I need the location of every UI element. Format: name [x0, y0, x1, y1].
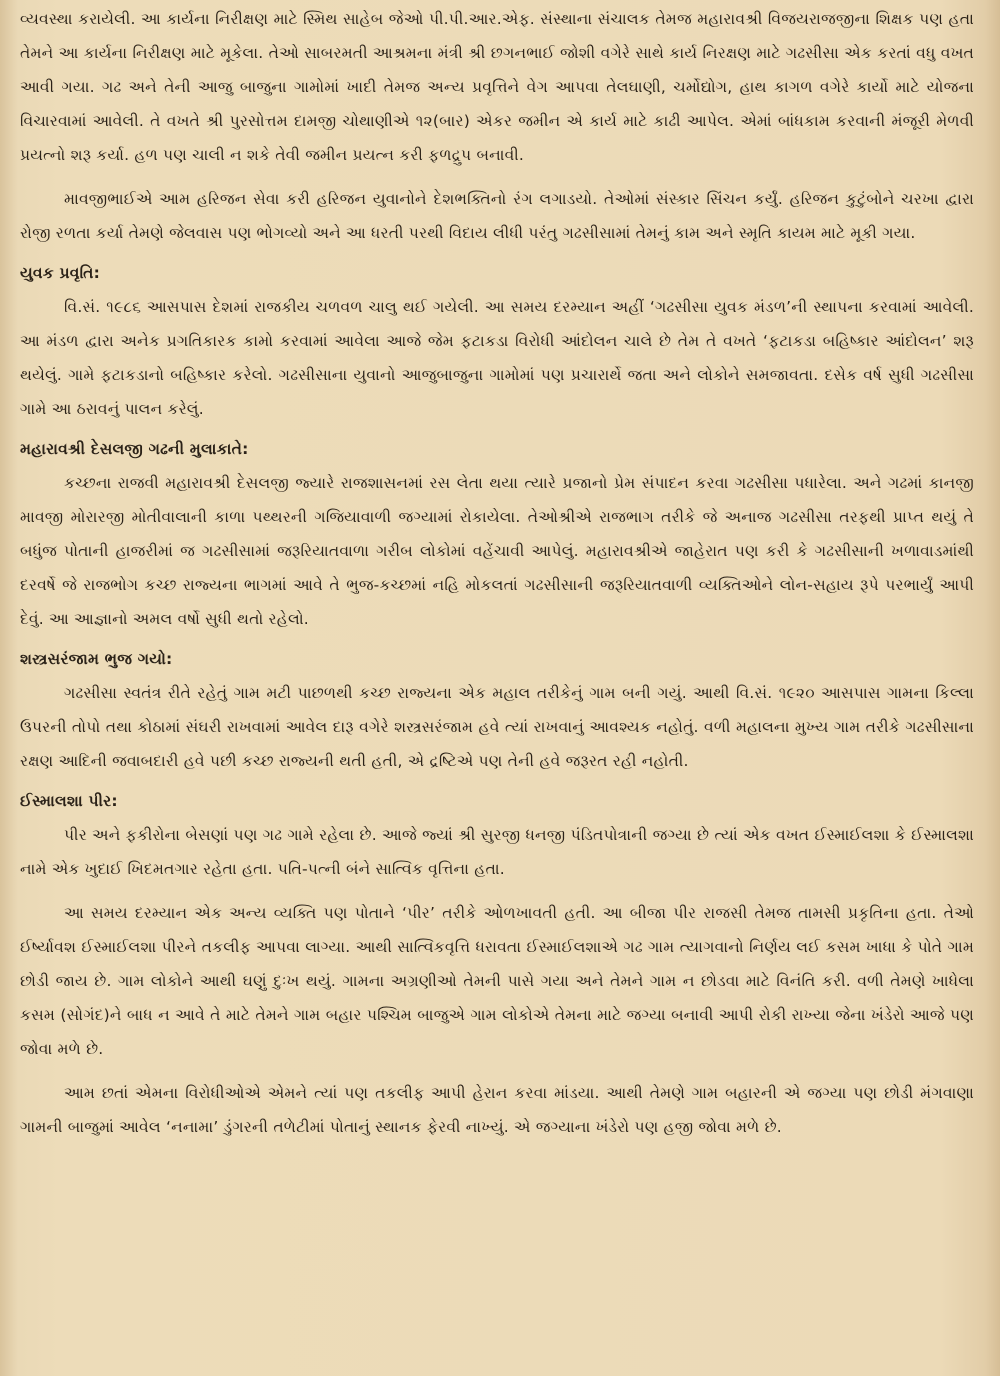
paragraph-mavjibhai: માવજીભાઈએ આમ હરિજન સેવા કરી હરિજન યુવાનોને દેશભક્તિનો રંગ લગાડયો. તેઓમાં સંસ્કાર સિંચન કર્યું. હરિજન કુટુંબોને ચરખા દ્વારા રોજી રળતા કર્યા તેમણે જેલવાસ પણ ભોગવ્યો અને આ ધરતી પરથી વિદાય લીધી પરંતુ ગઢસીસામાં તેમનું કામ અને સ્મૃતિ કાયમ માટે મૂકી ગયા.: [20, 190, 974, 242]
section-heading-armaments: શસ્ત્રસરંજામ ભુજ ગયો:: [20, 650, 173, 668]
paragraph-armaments: ગઢસીસા સ્વતંત્ર રીતે રહેતું ગામ મટી પાછળથી કચ્છ રાજ્યના એક મહાલ તરીકેનું ગામ બની ગયું. આથી વિ.સં. ૧૯૨૦ આસપાસ ગામના કિલ્લા ઉપરની તોપો તથા કોઠામાં સંઘરી રાખવામાં આવેલ દારૂ વગેરે શસ્ત્રસરંજામ હવે ત્યાં રાખવાનું આવશ્યક નહોતું. વળી મહાલના મુખ્ય ગામ તરીકે ગઢસીસાના રક્ષણ આદિની જવાબદારી હવે પછી કચ્છ રાજ્યની થતી હતી, એ દ્રષ્ટિએ પણ તેની હવે જરૂરત રહી નહોતી.: [20, 684, 974, 770]
section-heading-ismalsha-pir: ઈસ્માલશા પીર:: [20, 792, 118, 810]
paragraph-pir-conflict: આ સમય દરમ્યાન એક અન્ય વ્યક્તિ પણ પોતાને ‘પીર’ તરીકે ઓળખાવતી હતી. આ બીજા પીર રાજસી તેમજ તામસી પ્રકૃતિના હતા. તેઓ ઈર્ષ્યાવશ ઈસ્માઈલશા પીરને તકલીફ આપવા લાગ્યા. આથી સાત્વિકવૃત્તિ ધરાવતા ઈસ્માઈલશાએ ગઢ ગામ ત્યાગવાનો નિર્ણય લઈ કસમ ખાધા કે પોતે ગામ છોડી જાય છે. ગામ લોકોને આથી ઘણું દુઃખ થયું. ગામના અગ્રણીઓ તેમની પાસે ગયા અને તેમને ગામ ન છોડવા માટે વિનંતિ કરી. વળી તેમણે ખાધેલા કસમ (સોગંદ)ને બાધ ન આવે તે માટે તેમને ગામ બહાર પશ્ચિમ બાજુએ ગામ લોકોએ તેમના માટે જગ્યા બનાવી આપી રોકી રાખ્યા જેના ખંડેરો આજે પણ જોવા મળે છે.: [20, 904, 974, 1058]
paragraph-youth: વિ.સં. ૧૯૮૬ આસપાસ દેશમાં રાજકીય ચળવળ ચાલુ થઈ ગયેલી. આ સમય દરમ્યાન અહીં ‘ગઢસીસા યુવક મંડળ’ની સ્થાપના કરવામાં આવેલી. આ મંડળ દ્વારા અનેક પ્રગતિકારક કામો કરવામાં આવેલા આજે જેમ ફટાકડા વિરોધી આંદોલન ચાલે છે તેમ તે વખતે ‘ફટાકડા બહિષ્કાર આંદોલન’ શરૂ થયેલું. ગામે ફટાકડાનો બહિષ્કાર કરેલો. ગઢસીસાના યુવાનો આજુબાજુના ગામોમાં પણ પ્રચારાર્થે જતા અને લોકોને સમજાવતા. દસેક વર્ષ સુધી ગઢસીસા ગામે આ ઠરાવનું પાલન કરેલું.: [20, 298, 974, 418]
section-heading-youth: યુવક પ્રવૃતિ:: [20, 264, 100, 282]
paragraph-continuation: વ્યવસ્થા કરાયેલી. આ કાર્યના નિરીક્ષણ માટે સ્મિથ સાહેબ જેઓ પી.પી.આર.એફ. સંસ્થાના સંચાલક તેમજ મહારાવશ્રી વિજયરાજજીના શિક્ષક પણ હતા તેમને આ કાર્યના નિરીક્ષણ માટે મૂકેલા. તેઓ સાબરમતી આશ્રમના મંત્રી શ્રી છગનભાઈ જોશી વગેરે સાથે કાર્ય નિરક્ષણ માટે ગઢસીસા એક કરતાં વધુ વખત આવી ગયા. ગઢ અને તેની આજુ બાજુના ગામોમાં ખાદી તેમજ અન્ય પ્રવૃત્તિને વેગ આપવા તેલઘાણી, ચર્મોદ્યોગ, હાથ કાગળ વગેરે કાર્યો માટે યોજના વિચારવામાં આવેલી. તે વખતે શ્રી પુરસોત્તમ દામજી ચોથાણીએ ૧૨(બાર) એકર જમીન એ કાર્ય માટે કાઢી આપેલ. એમાં બાંધકામ કરવાની મંજૂરી મેળવી પ્રયત્નો શરૂ કર્યા. હળ પણ ચાલી ન શકે તેવી જમીન પ્રયત્ન કરી ફળદ્રુપ બનાવી.: [20, 10, 974, 164]
section-heading-maharao-visit: મહારાવશ્રી દેસલજી ગઢની મુલાકાતે:: [20, 440, 249, 458]
paragraph-pir-relocation: આમ છતાં એમના વિરોધીઓએ એમને ત્યાં પણ તકલીફ આપી હેરાન કરવા માંડયા. આથી તેમણે ગામ બહારની એ જગ્યા પણ છોડી મંગવાણા ગામની બાજુમાં આવેલ ‘નનામા’ ડુંગરની તળેટીમાં પોતાનું સ્થાનક ફેરવી નાખ્યું. એ જગ્યાના ખંડેરો પણ હજી જોવા મળે છે.: [20, 1084, 974, 1136]
paragraph-maharao-visit: કચ્છના રાજવી મહારાવશ્રી દેસલજી જ્યારે રાજશાસનમાં રસ લેતા થયા ત્યારે પ્રજાનો પ્રેમ સંપાદન કરવા ગઢસીસા પધારેલા. અને ગઢમાં કાનજી માવજી મોરારજી મોતીવાલાની કાળા પથ્થરની ગજિયાવાળી જગ્યામાં રોકાયેલા. તેઓશ્રીએ રાજભાગ તરીકે જે અનાજ ગઢસીસા તરફથી પ્રાપ્ત થયું તે બધુંજ પોતાની હાજરીમાં જ ગઢસીસામાં જરૂરિયાતવાળા ગરીબ લોકોમાં વહેંચાવી આપેલું. મહારાવશ્રીએ જાહેરાત પણ કરી કે ગઢસીસાની ખળાવાડમાંથી દરવર્ષે જે રાજભોગ કચ્છ રાજ્યના ભાગમાં આવે તે ભુજ-કચ્છમાં નહિ મોકલતાં ગઢસીસાની જરૂરિયાતવાળી વ્યક્તિઓને લોન-સહાય રૂપે પરભાર્યું આપી દેવું. આ આજ્ઞાનો અમલ વર્ષો સુધી થતો રહેલો.: [20, 474, 974, 628]
paragraph-pir-intro: પીર અને ફકીરોના બેસણાં પણ ગઢ ગામે રહેલા છે. આજે જ્યાં શ્રી સુરજી ધનજી પંડિતપોત્રાની જગ્યા છે ત્યાં એક વખત ઈસ્માઈલશા કે ઈસ્માલશા નામે એક ખુદાઈ ખિદમતગાર રહેતા હતા. પતિ-પત્ની બંને સાત્વિક વૃત્તિના હતા.: [20, 826, 974, 878]
